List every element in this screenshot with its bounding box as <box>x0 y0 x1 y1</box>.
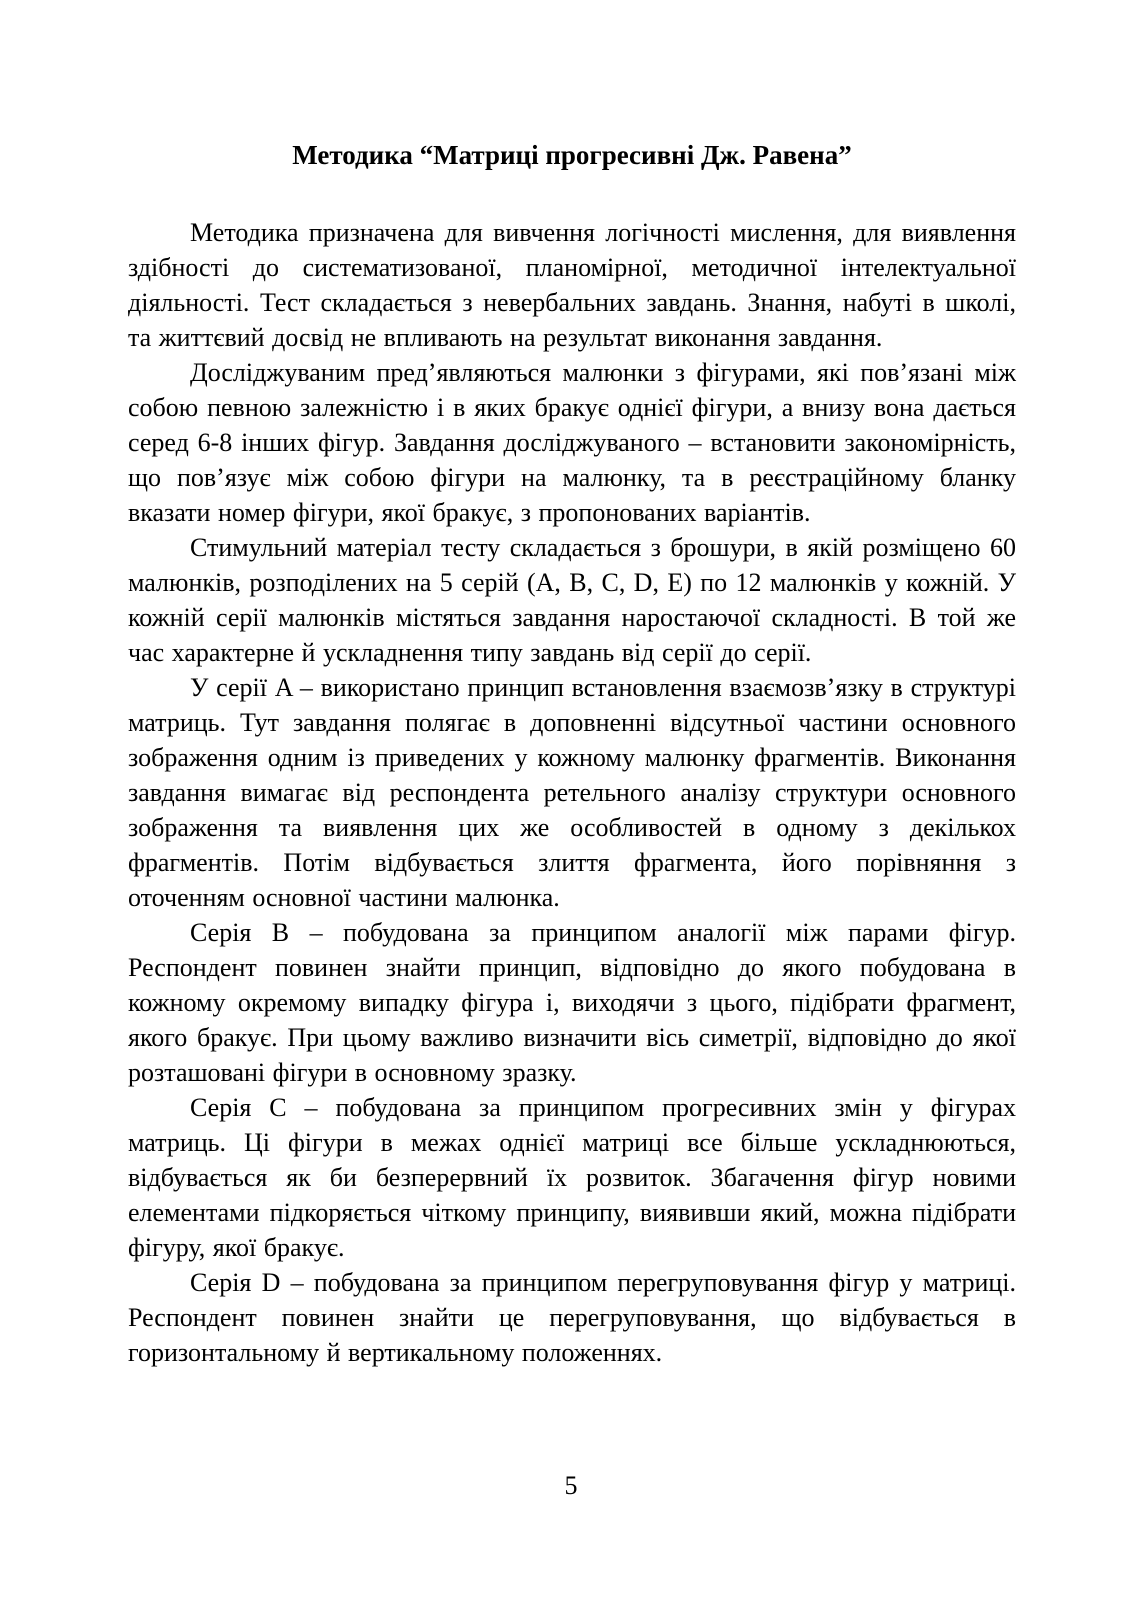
document-body <box>128 215 1016 1370</box>
page-title: Методика “Матриці прогресивні Дж. Равена” <box>292 140 852 170</box>
paragraph: Серія C – побудована за принципом прогресивних змін у фігурах матриць. Ці фігури в межах однієї матриці все більше ускладнюються, відбувається як би безперервний їх розвиток. Збагачення фігур новими елементами підкоряється чіткому принципу, виявивши який, можна підібрати фігуру, якої бракує. <box>128 1093 1016 1262</box>
paragraph: Серія B – побудована за принципом аналогії між парами фігур. Респондент повинен знайти принцип, відповідно до якого побудована в кожному окремому випадку фігура і, виходячи з цього, підібрати фрагмент, якого бракує. При цьому важливо визначити вісь симетрії, відповідно до якої розташовані фігури в основному зразку. <box>128 918 1016 1087</box>
page-number: 5 <box>564 1471 578 1500</box>
paragraph: Досліджуваним пред’являються малюнки з фігурами, які пов’язані між собою певною залежністю і в яких бракує однієї фігури, а внизу вона дається серед 6-8 інших фігур. Завдання досліджуваного – встановити закономірність, що пов’язує між собою фігури на малюнку, та в реєстраційному бланку вказати номер фігури, якої бракує, з пропонованих варіантів. <box>128 358 1016 527</box>
paragraph: Стимульний матеріал тесту складається з брошури, в якій розміщено 60 малюнків, розподілених на 5 серій (A, B, C, D, E) по 12 малюнків у кожній. У кожній серії малюнків містяться завдання наростаючої складності. В той же час характерне й ускладнення типу завдань від серії до серії. <box>128 533 1016 667</box>
paragraph: Серія D – побудована за принципом перегруповування фігур у матриці. Респондент повинен знайти це перегруповування, що відбувається в горизонтальному й вертикальному положеннях. <box>128 1268 1016 1367</box>
paragraph: Методика призначена для вивчення логічності мислення, для виявлення здібності до систематизованої, планомірної, методичної інтелектуальної діяльності. Тест складається з невербальних завдань. Знання, набуті в школі, та життєвий досвід не впливають на результат виконання завдання. <box>128 218 1016 352</box>
document-content <box>128 138 1016 1370</box>
paragraph: У серії A – використано принцип встановлення взаємозв’язку в структурі матриць. Тут завдання полягає в доповненні відсутньої частини основного зображення одним із приведених у кожному малюнку фрагментів. Виконання завдання вимагає від респондента ретельного аналізу структури основного зображення та виявлення цих же особливостей в одному з декількох фрагментів. Потім відбувається злиття фрагмента, його порівняння з оточенням основної частини малюнка. <box>128 673 1016 912</box>
